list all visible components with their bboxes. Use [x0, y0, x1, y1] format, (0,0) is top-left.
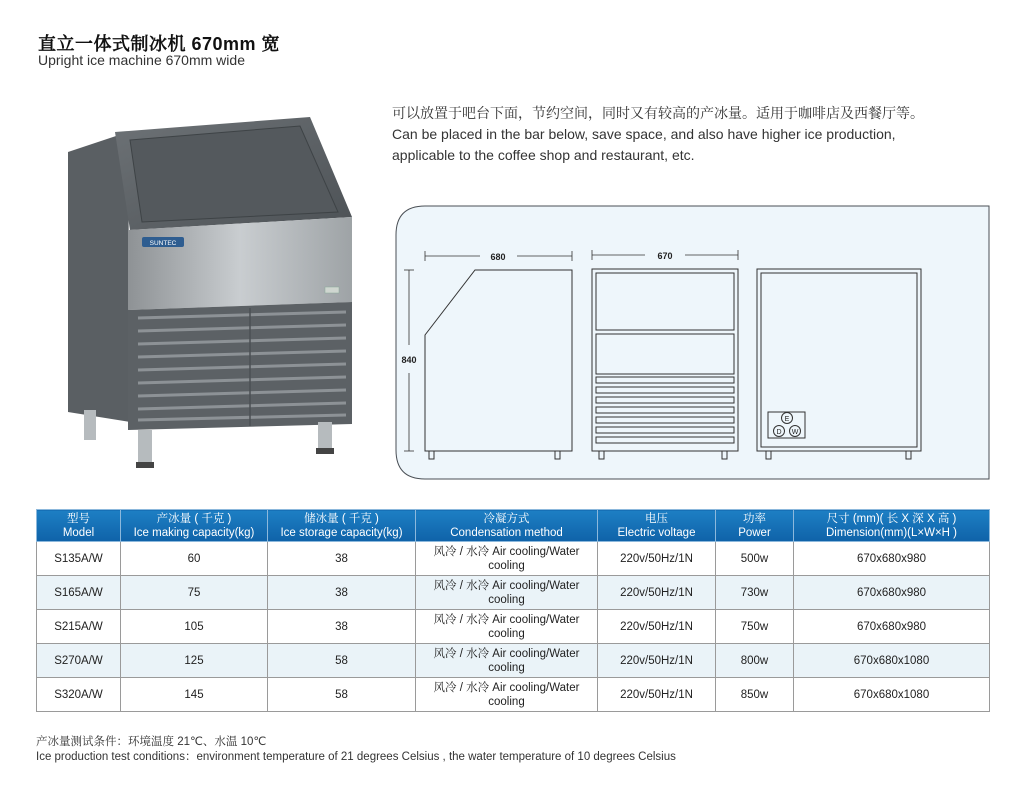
- cell-model: S270A/W: [37, 644, 121, 678]
- cell-power: 750w: [716, 610, 794, 644]
- cell-model: S135A/W: [37, 542, 121, 576]
- cell-storage: 38: [268, 610, 416, 644]
- header-ice-making: 产冰量 ( 千克 ) Ice making capacity(kg): [121, 510, 268, 542]
- cell-method: 风冷 / 水冷 Air cooling/Water cooling: [416, 644, 598, 678]
- spec-table: [36, 509, 990, 712]
- cell-making: 125: [121, 644, 268, 678]
- connector-e-label: E: [784, 416, 790, 423]
- cell-storage: 38: [268, 576, 416, 610]
- cell-dimension: 670x680x980: [794, 542, 990, 576]
- test-conditions-en: Ice production test conditions：environment temperature of 21 degrees Celsius , the water temperature of 10 degrees Celsius: [36, 751, 676, 763]
- cell-voltage: 220v/50Hz/1N: [598, 610, 716, 644]
- description-en-line1: Can be placed in the bar below, save space, and also have higher ice production,: [392, 126, 896, 142]
- header-power: 功率 Power: [716, 510, 794, 542]
- table-row: [37, 610, 990, 644]
- test-conditions-cn: 产冰量测试条件：环境温度 21℃、水温 10℃: [36, 736, 267, 748]
- cell-storage: 58: [268, 644, 416, 678]
- page-title-cn: 直立一体式制冰机 670mm 宽: [38, 34, 281, 54]
- cell-dimension: 670x680x1080: [794, 678, 990, 712]
- table-row: [37, 644, 990, 678]
- cell-power: 500w: [716, 542, 794, 576]
- header-dimension: 尺寸 (mm)( 长 X 深 X 高 ) Dimension(mm)(L×W×H ): [794, 510, 990, 542]
- cell-method: 风冷 / 水冷 Air cooling/Water cooling: [416, 678, 598, 712]
- dimension-drawing: [395, 205, 990, 480]
- cell-model: S165A/W: [37, 576, 121, 610]
- cell-dimension: 670x680x980: [794, 610, 990, 644]
- page-title-en: Upright ice machine 670mm wide: [38, 52, 245, 68]
- table-row: [37, 678, 990, 712]
- cell-voltage: 220v/50Hz/1N: [598, 576, 716, 610]
- table-row: [37, 576, 990, 610]
- cell-making: 105: [121, 610, 268, 644]
- cell-model: S320A/W: [37, 678, 121, 712]
- header-condensation: 冷凝方式 Condensation method: [416, 510, 598, 542]
- cell-making: 75: [121, 576, 268, 610]
- cell-dimension: 670x680x980: [794, 576, 990, 610]
- brand-badge: SUNTEC: [149, 240, 177, 247]
- connector-w-label: W: [791, 429, 799, 436]
- table-header-row: [37, 510, 990, 542]
- cell-voltage: 220v/50Hz/1N: [598, 644, 716, 678]
- cell-power: 850w: [716, 678, 794, 712]
- cell-method: 风冷 / 水冷 Air cooling/Water cooling: [416, 610, 598, 644]
- height-label: 840: [401, 355, 417, 365]
- depth-label: 680: [490, 252, 506, 262]
- connector-d-label: D: [776, 429, 782, 436]
- header-model: 型号 Model: [37, 510, 121, 542]
- cell-dimension: 670x680x1080: [794, 644, 990, 678]
- cell-storage: 58: [268, 678, 416, 712]
- cell-power: 800w: [716, 644, 794, 678]
- ice-machine-image: [60, 112, 360, 472]
- cell-voltage: 220v/50Hz/1N: [598, 678, 716, 712]
- width-label: 670: [657, 251, 673, 261]
- product-description: [392, 103, 1002, 166]
- cell-power: 730w: [716, 576, 794, 610]
- cell-making: 145: [121, 678, 268, 712]
- cell-making: 60: [121, 542, 268, 576]
- cell-voltage: 220v/50Hz/1N: [598, 542, 716, 576]
- description-en-line2: applicable to the coffee shop and restaurant, etc.: [392, 147, 695, 163]
- description-cn: 可以放置于吧台下面，节约空间，同时又有较高的产冰量。适用于咖啡店及西餐厅等。: [392, 105, 924, 121]
- cell-storage: 38: [268, 542, 416, 576]
- cell-method: 风冷 / 水冷 Air cooling/Water cooling: [416, 542, 598, 576]
- table-row: [37, 542, 990, 576]
- header-voltage: 电压 Electric voltage: [598, 510, 716, 542]
- cell-model: S215A/W: [37, 610, 121, 644]
- cell-method: 风冷 / 水冷 Air cooling/Water cooling: [416, 576, 598, 610]
- header-ice-storage: 储冰量 ( 千克 ) Ice storage capacity(kg): [268, 510, 416, 542]
